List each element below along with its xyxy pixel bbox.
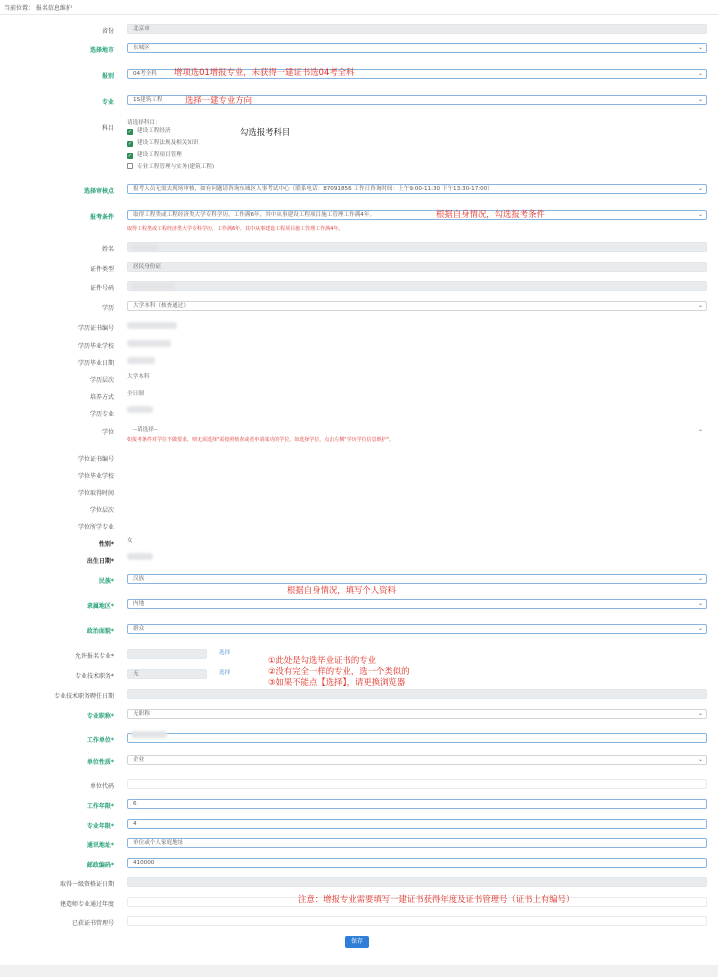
label-level: 报别 [101,73,114,80]
annotation-major-3: ③如果不能点【选择】，请更换浏览器 [268,677,406,687]
label-review-site: 选择审核点 [83,188,114,195]
condition-note: 取得工程类或工程经济类大学专科学历，工作满6年，其中从事建设工程项目施工管理工作满4年。 [127,226,344,232]
nation-value: 汉族 [133,576,145,582]
label-subjects: 科目 [101,125,114,132]
check-icon: ✓ [127,129,133,135]
label-allowed-major: 允许报名专业* [74,653,114,660]
label-tech-title: 专业技术职务* [74,673,114,680]
redacted-edu-cert-no [127,322,177,329]
label-birth: 出生日期* [86,558,114,565]
label-degree-level: 学位层次 [89,507,114,514]
subject-label: 建设工程项目管理 [137,152,182,158]
unit-nature-select[interactable] [127,755,707,765]
education-select[interactable] [127,301,707,311]
condition-value: 取得工程类或工程经济类大学专科学历，工作满6年，其中从事建设工程项目施工管理工作满4年。 [133,212,376,218]
subjects-hint: 请选择科目： [127,120,161,126]
gender-value: 女 [127,538,133,544]
label-study-mode: 培养方式 [89,394,114,401]
nation-select[interactable] [127,574,707,584]
education-value: 大学本科（核查通过） [133,303,189,309]
label-unit-code: 单位代码 [89,783,114,790]
exam-area-select[interactable] [127,43,707,53]
label-degree-major: 学位所学专业 [77,524,114,531]
redacted-birth [127,553,153,560]
annotation-level: 增项选01增报专业，未获得一建证书选04考全科 [174,67,355,77]
political-select[interactable] [127,624,707,634]
annotation-subjects: 勾选报考科目 [240,127,291,137]
label-province: 省份 [101,28,114,35]
label-exam-area: 选择地市 [89,47,114,54]
redacted-edu-major [127,406,153,413]
select-major-link[interactable]: 选择 [219,650,231,656]
chevron-down-icon: ⌄ [697,96,703,103]
chevron-down-icon: ⌄ [697,625,703,632]
chevron-down-icon: ⌄ [697,756,703,763]
label-work-years: 工作年限* [86,803,114,810]
chevron-down-icon: ⌄ [697,302,703,309]
major-years-input[interactable]: 4 [127,819,707,829]
label-political: 政治面貌* [86,628,114,635]
annotation-personal: 根据自身情况，填写个人资料 [287,585,396,595]
work-unit-input[interactable] [127,733,707,743]
name-field [127,242,707,252]
label-degree-date: 学位取得时间 [77,490,114,497]
label-degree-cert-no: 学位证书编号 [77,456,114,463]
exam-area-value: 东城区 [133,45,150,51]
tech-title-date-field [127,689,707,699]
review-site-select[interactable] [127,184,707,194]
subject-checkbox-economy[interactable] [127,126,171,135]
chevron-down-icon: ⌄ [697,185,703,192]
redacted-id-number [131,283,175,290]
subject-label: 专业工程管理与实务(建筑工程) [137,164,215,170]
id-number-field [127,281,707,291]
label-pro-title: 专业职称* [86,713,114,720]
subject-checkbox-law[interactable] [127,138,199,147]
degree-value: --请选择-- [133,427,158,433]
label-first-cert-date: 取得一级资格证日期 [59,881,114,888]
label-degree: 学位 [101,429,114,436]
study-mode-value: 全日制 [127,391,144,397]
check-icon: ✓ [127,141,133,147]
label-cert-year: 建造师专业通过年度 [59,901,114,908]
redacted-work-unit [131,731,167,738]
chevron-down-icon: ⌄ [697,211,703,218]
top-bar [0,0,718,15]
label-gender: 性别* [98,541,114,548]
address-input[interactable]: 单位或个人家庭地址 [127,838,707,848]
first-cert-date-field [127,877,707,887]
bottom-bar [0,965,718,977]
subject-checkbox-practice[interactable] [127,162,214,170]
redacted-name [131,244,159,251]
label-postcode: 邮政编码* [86,862,114,869]
label-edu-level: 学历层次 [89,377,114,384]
pro-title-select[interactable] [127,709,707,719]
label-name: 姓名 [101,246,114,253]
redacted-edu-school [127,340,171,347]
subject-label: 建设工程经济 [137,128,171,134]
label-edu-cert-no: 学历证书编号 [77,325,114,332]
chevron-down-icon: ⌄ [697,710,703,717]
label-education: 学历 [101,305,114,312]
region-value: 内地 [133,601,145,607]
annotation-condition: 根据自身情况，勾选报考条件 [436,209,545,219]
political-value: 群众 [133,626,145,632]
annotation-major-1: ①此处是勾选毕业证书的专业 [268,655,377,665]
unit-code-input[interactable] [127,779,707,789]
id-type-field: 居民身份证 [127,262,707,272]
cert-no-input[interactable] [127,916,707,926]
label-id-number: 证件号码 [89,285,114,292]
chevron-down-icon: ⌄ [697,426,703,433]
check-icon: ✓ [127,153,133,159]
label-nation: 民族* [98,578,114,585]
redacted-edu-grad-date [127,357,155,364]
select-tech-title-link[interactable]: 选择 [219,670,231,676]
allowed-major-field [127,649,207,659]
label-edu-major: 学历专业 [89,411,114,418]
chevron-down-icon: ⌄ [697,575,703,582]
save-button[interactable]: 保存 [345,936,369,948]
chevron-down-icon: ⌄ [697,44,703,51]
label-region: 隶属地区* [86,603,114,610]
level-value: 04考全科 [133,71,157,77]
pro-title-value: 无职称 [133,711,150,717]
label-condition: 报考条件 [89,214,114,221]
label-cert-no: 已获证书管理号 [71,920,114,927]
postcode-input[interactable]: 410000 [127,858,707,868]
work-years-input[interactable]: 6 [127,799,707,809]
label-work-unit: 工作单位* [86,737,114,744]
condition-select[interactable] [127,210,707,220]
label-specialty: 专业 [101,99,114,106]
province-field: 北京市 [127,24,707,34]
label-tech-title-date: 专业技术职务聘任日期 [53,693,114,700]
label-edu-grad-date: 学历毕业日期 [77,360,114,367]
tech-title-field: 无 [127,669,207,679]
degree-select[interactable] [127,425,707,435]
chevron-down-icon: ⌄ [697,600,703,607]
chevron-down-icon: ⌄ [697,70,703,77]
label-address: 通讯地址* [86,842,114,849]
label-id-type: 证件类型 [89,266,114,273]
label-unit-nature: 单位性质* [86,759,114,766]
region-select[interactable] [127,599,707,609]
breadcrumb: 当前位置： 报名信息维护 [4,5,72,12]
annotation-specialty: 选择一建专业方向 [185,95,252,105]
label-major-years: 专业年限* [86,823,114,830]
checkbox-empty-icon [127,163,133,169]
edu-level-value: 大学本科 [127,374,150,380]
label-edu-school: 学历毕业学校 [77,343,114,350]
subject-checkbox-management[interactable] [127,150,182,159]
label-degree-school: 学位毕业学校 [77,473,114,480]
annotation-bottom: 注意：增报专业需要填写一建证书获得年度及证书管理号（证书上有编号） [298,894,575,904]
review-site-value: 报考人员无需去现场审核，如有问题请咨询东城区人事考试中心（联系电话：87091856 工作日咨询时间：上午9:00-11:30 下午13:30-17:00） [133,186,493,192]
specialty-value: 1S建筑工程 [133,97,163,103]
annotation-major-2: ②没有完全一样的专业，选一个类似的 [268,666,410,676]
degree-note: 如报考条件对学位不做要求，则无需选择"需按照核查或者申请成功的学位，如选择学位，点击左侧"学历学位信息维护"。 [127,437,394,443]
subject-label: 建设工程法规及相关知识 [137,140,199,146]
unit-nature-value: 企业 [133,757,145,763]
